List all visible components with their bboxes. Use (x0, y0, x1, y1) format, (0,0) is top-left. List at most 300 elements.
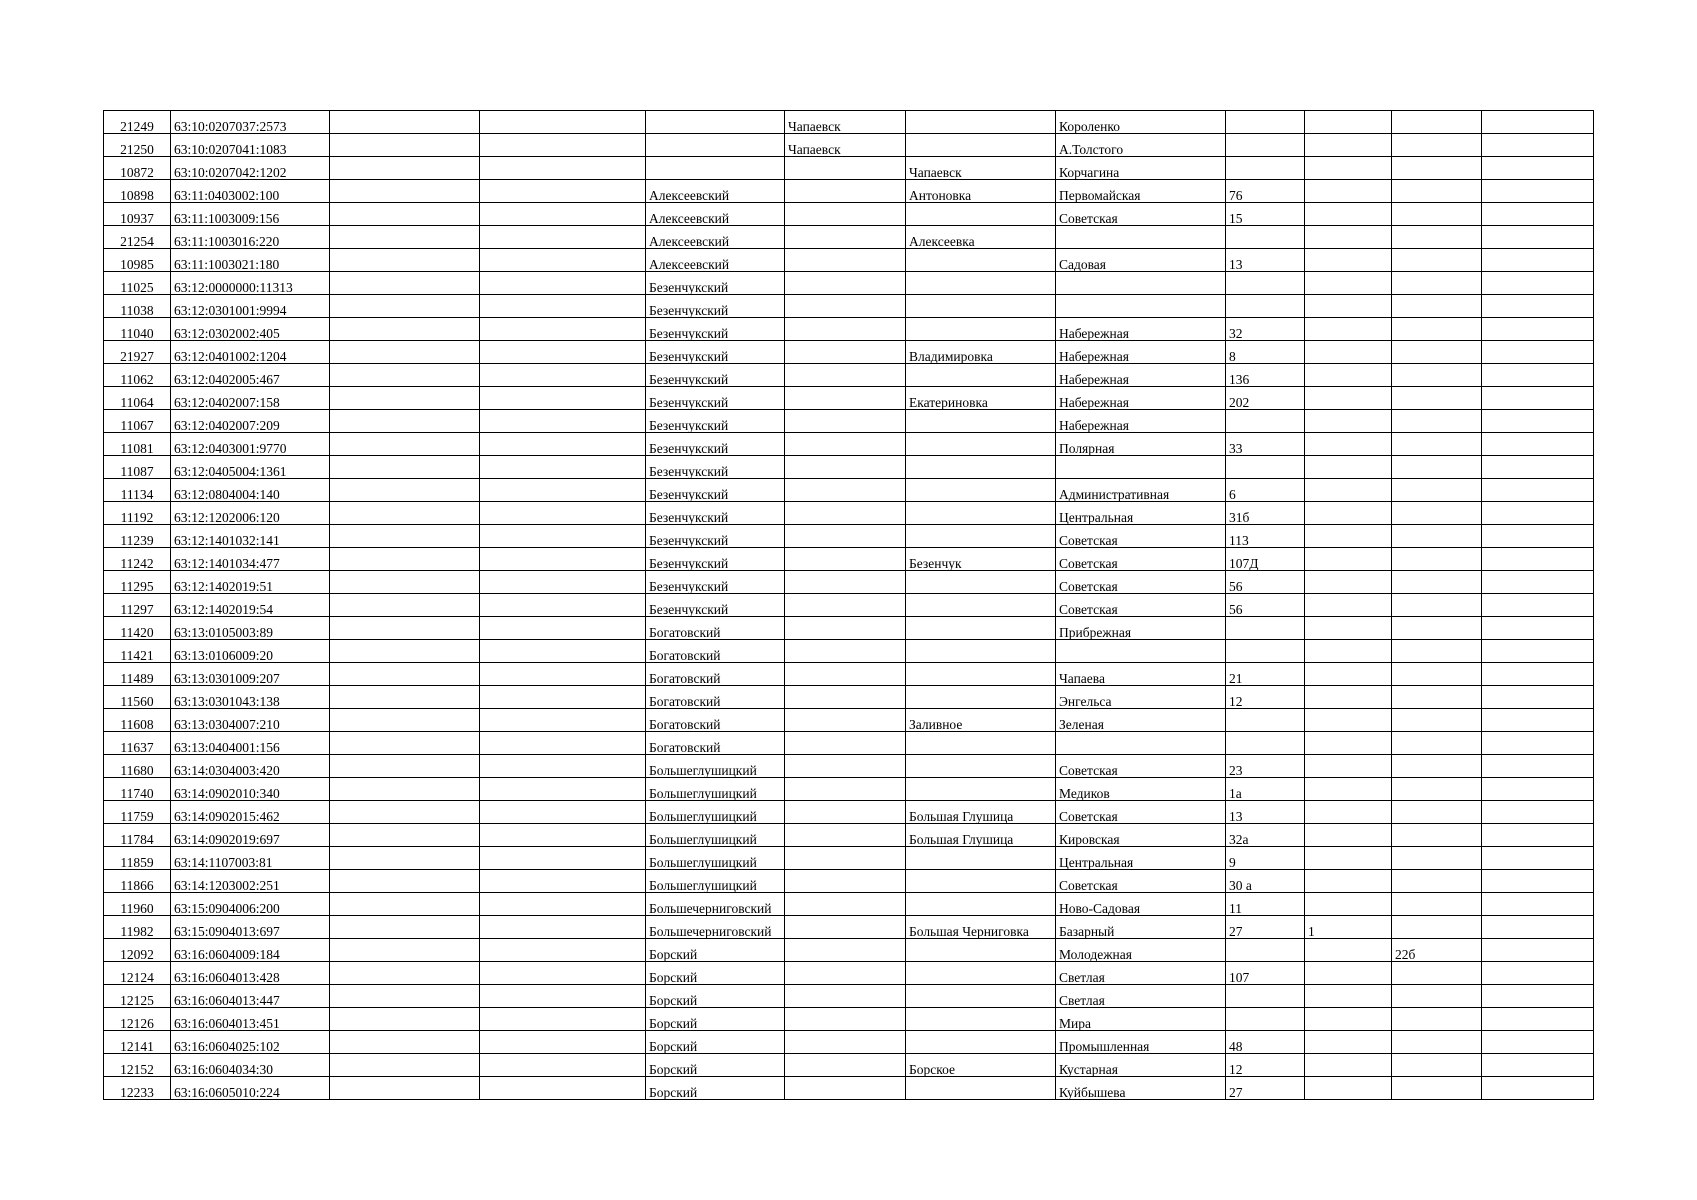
table-cell: Заливное (906, 709, 1056, 732)
table-cell (1305, 318, 1392, 341)
table-cell: 9 (1226, 847, 1305, 870)
table-cell (480, 916, 646, 939)
table-cell (330, 939, 480, 962)
table-row (104, 318, 1594, 341)
table-cell (1482, 686, 1594, 709)
table-cell: Борский (646, 985, 785, 1008)
table-cell (1392, 594, 1482, 617)
table-cell (330, 410, 480, 433)
table-cell (1482, 364, 1594, 387)
table-cell (330, 870, 480, 893)
table-cell (1482, 962, 1594, 985)
table-cell: Безенчукский (646, 525, 785, 548)
table-cell (785, 663, 906, 686)
table-cell (1482, 525, 1594, 548)
table-cell (1392, 203, 1482, 226)
table-cell: Борский (646, 1077, 785, 1100)
table-cell (1056, 295, 1226, 318)
table-cell (480, 755, 646, 778)
table-cell (1482, 410, 1594, 433)
table-cell (1305, 870, 1392, 893)
table-cell (480, 962, 646, 985)
table-cell: 107 (1226, 962, 1305, 985)
table-cell (330, 387, 480, 410)
table-row (104, 985, 1594, 1008)
table-cell (906, 571, 1056, 594)
table-cell (785, 916, 906, 939)
table-cell (480, 410, 646, 433)
table-cell: 12 (1226, 686, 1305, 709)
table-cell (1305, 732, 1392, 755)
table-cell: Борский (646, 962, 785, 985)
table-cell (906, 778, 1056, 801)
table-cell (1226, 456, 1305, 479)
table-cell (480, 1008, 646, 1031)
table-cell: Безенчукский (646, 456, 785, 479)
table-cell (330, 1077, 480, 1100)
cadastral-number-cell: 63:16:0604025:102 (171, 1031, 330, 1054)
table-cell: Антоновка (906, 180, 1056, 203)
table-cell (1305, 479, 1392, 502)
table-cell: Безенчукский (646, 364, 785, 387)
cadastral-number-cell: 63:10:0207037:2573 (171, 111, 330, 134)
table-cell (785, 341, 906, 364)
table-cell (480, 249, 646, 272)
table-cell: Советская (1056, 571, 1226, 594)
table-cell: Набережная (1056, 410, 1226, 433)
table-cell (1482, 318, 1594, 341)
table-cell: 6 (1226, 479, 1305, 502)
table-cell (1482, 180, 1594, 203)
table-cell (480, 732, 646, 755)
table-cell (480, 1031, 646, 1054)
cadastral-number-cell: 63:14:1203002:251 (171, 870, 330, 893)
table-cell (330, 433, 480, 456)
table-cell: 107Д (1226, 548, 1305, 571)
table-cell: Советская (1056, 548, 1226, 571)
table-cell (330, 847, 480, 870)
table-cell (1392, 870, 1482, 893)
table-cell (1482, 387, 1594, 410)
table-cell: 31б (1226, 502, 1305, 525)
table-cell: Советская (1056, 801, 1226, 824)
table-cell: Центральная (1056, 847, 1226, 870)
table-cell: Советская (1056, 203, 1226, 226)
table-cell: Короленко (1056, 111, 1226, 134)
table-cell (330, 916, 480, 939)
table-cell (480, 594, 646, 617)
row-id-cell: 11242 (104, 548, 171, 571)
table-cell (785, 502, 906, 525)
table-cell (1392, 778, 1482, 801)
cadastral-number-cell: 63:16:0604009:184 (171, 939, 330, 962)
table-row (104, 111, 1594, 134)
table-cell (330, 778, 480, 801)
table-cell (1482, 203, 1594, 226)
table-cell (785, 387, 906, 410)
table-cell (330, 479, 480, 502)
table-cell (480, 640, 646, 663)
table-cell: Набережная (1056, 364, 1226, 387)
table-cell (785, 180, 906, 203)
table-cell: Борский (646, 1008, 785, 1031)
table-cell: 48 (1226, 1031, 1305, 1054)
row-id-cell: 11608 (104, 709, 171, 732)
table-cell (906, 111, 1056, 134)
table-cell: Полярная (1056, 433, 1226, 456)
table-cell (1392, 502, 1482, 525)
cadastral-number-cell: 63:14:0902010:340 (171, 778, 330, 801)
table-cell (1305, 962, 1392, 985)
table-cell: Большеглушицкий (646, 847, 785, 870)
table-cell (1305, 226, 1392, 249)
table-cell (330, 594, 480, 617)
table-cell: Богатовский (646, 617, 785, 640)
table-cell (480, 387, 646, 410)
table-cell (1392, 180, 1482, 203)
table-cell (1305, 525, 1392, 548)
table-cell (785, 318, 906, 341)
table-row (104, 134, 1594, 157)
table-row (104, 824, 1594, 847)
table-cell: Безенчук (906, 548, 1056, 571)
row-id-cell: 21250 (104, 134, 171, 157)
table-cell (1482, 778, 1594, 801)
table-cell (1482, 157, 1594, 180)
cadastral-number-cell: 63:12:1402019:51 (171, 571, 330, 594)
table-cell (480, 272, 646, 295)
table-row (104, 778, 1594, 801)
table-row (104, 709, 1594, 732)
table-cell (330, 824, 480, 847)
table-cell (330, 1031, 480, 1054)
table-cell (906, 962, 1056, 985)
row-id-cell: 11866 (104, 870, 171, 893)
table-row (104, 272, 1594, 295)
table-cell: Богатовский (646, 663, 785, 686)
row-id-cell: 11759 (104, 801, 171, 824)
table-cell: 1 (1305, 916, 1392, 939)
row-id-cell: 12233 (104, 1077, 171, 1100)
table-cell (785, 433, 906, 456)
table-cell (330, 226, 480, 249)
table-cell (480, 341, 646, 364)
table-cell (1482, 709, 1594, 732)
table-cell (480, 157, 646, 180)
table-cell (785, 594, 906, 617)
table-cell (1392, 318, 1482, 341)
table-cell: Безенчукский (646, 571, 785, 594)
table-row (104, 226, 1594, 249)
table-cell (1392, 732, 1482, 755)
row-id-cell: 11025 (104, 272, 171, 295)
table-cell: 13 (1226, 801, 1305, 824)
table-cell (1226, 272, 1305, 295)
table-cell: Екатериновка (906, 387, 1056, 410)
table-cell: Советская (1056, 870, 1226, 893)
cadastral-number-cell: 63:13:0304007:210 (171, 709, 330, 732)
table-cell (330, 617, 480, 640)
table-cell: Чапаевск (785, 134, 906, 157)
table-cell (1482, 272, 1594, 295)
row-id-cell: 12152 (104, 1054, 171, 1077)
table-cell: Большая Глушица (906, 824, 1056, 847)
table-cell: 136 (1226, 364, 1305, 387)
table-row (104, 686, 1594, 709)
table-cell (906, 847, 1056, 870)
row-id-cell: 11560 (104, 686, 171, 709)
table-cell (1392, 433, 1482, 456)
table-cell (785, 962, 906, 985)
table-cell (906, 433, 1056, 456)
table-cell (1392, 1008, 1482, 1031)
table-cell (1226, 295, 1305, 318)
table-cell: Большеглушицкий (646, 870, 785, 893)
row-id-cell: 10985 (104, 249, 171, 272)
table-row (104, 870, 1594, 893)
table-cell: 56 (1226, 594, 1305, 617)
table-cell: 15 (1226, 203, 1305, 226)
row-id-cell: 10937 (104, 203, 171, 226)
table-cell (785, 1031, 906, 1054)
table-cell (1482, 1008, 1594, 1031)
table-cell (1056, 456, 1226, 479)
table-cell (785, 272, 906, 295)
table-cell (1482, 594, 1594, 617)
cadastral-number-cell: 63:11:0403002:100 (171, 180, 330, 203)
table-row (104, 433, 1594, 456)
table-cell (1226, 732, 1305, 755)
table-cell (1392, 111, 1482, 134)
table-cell: 11 (1226, 893, 1305, 916)
table-cell (1392, 249, 1482, 272)
cadastral-number-cell: 63:12:1401032:141 (171, 525, 330, 548)
cadastral-number-cell: 63:15:0904013:697 (171, 916, 330, 939)
table-cell (785, 732, 906, 755)
table-row (104, 939, 1594, 962)
table-cell (1392, 387, 1482, 410)
table-cell (1305, 594, 1392, 617)
table-cell (1482, 134, 1594, 157)
table-cell (1482, 893, 1594, 916)
table-cell (1305, 709, 1392, 732)
table-cell: 27 (1226, 1077, 1305, 1100)
table-cell (1392, 1054, 1482, 1077)
cadastral-number-cell: 63:12:1401034:477 (171, 548, 330, 571)
table-cell (785, 456, 906, 479)
table-row (104, 479, 1594, 502)
row-id-cell: 11081 (104, 433, 171, 456)
table-cell (1305, 571, 1392, 594)
table-cell: 30 а (1226, 870, 1305, 893)
cadastral-number-cell: 63:12:0402007:158 (171, 387, 330, 410)
table-cell (480, 456, 646, 479)
table-cell (1482, 755, 1594, 778)
table-cell: Безенчукский (646, 502, 785, 525)
table-cell (1226, 410, 1305, 433)
table-cell: Чапаева (1056, 663, 1226, 686)
table-cell (785, 617, 906, 640)
row-id-cell: 11134 (104, 479, 171, 502)
table-cell (1305, 410, 1392, 433)
row-id-cell: 11421 (104, 640, 171, 663)
table-cell: 76 (1226, 180, 1305, 203)
table-row (104, 755, 1594, 778)
table-cell (906, 617, 1056, 640)
table-cell (785, 479, 906, 502)
table-row (104, 916, 1594, 939)
table-cell (1305, 203, 1392, 226)
table-cell: Большая Черниговка (906, 916, 1056, 939)
table-cell (1226, 1008, 1305, 1031)
row-id-cell: 12141 (104, 1031, 171, 1054)
table-cell (906, 893, 1056, 916)
table-cell (906, 686, 1056, 709)
table-cell (906, 456, 1056, 479)
table-cell (785, 295, 906, 318)
table-cell: Большая Глушица (906, 801, 1056, 824)
table-cell (1392, 640, 1482, 663)
table-cell (785, 364, 906, 387)
table-row (104, 410, 1594, 433)
table-cell (1392, 755, 1482, 778)
table-cell: Алексеевский (646, 203, 785, 226)
table-cell (906, 318, 1056, 341)
table-cell (785, 939, 906, 962)
table-cell (906, 134, 1056, 157)
table-cell (1392, 847, 1482, 870)
table-cell: Большеглушицкий (646, 778, 785, 801)
table-cell (1392, 617, 1482, 640)
table-cell: Чапаевск (785, 111, 906, 134)
table-cell: Большеглушицкий (646, 755, 785, 778)
table-cell: Безенчукский (646, 433, 785, 456)
row-id-cell: 11192 (104, 502, 171, 525)
table-cell: Борское (906, 1054, 1056, 1077)
table-cell: 56 (1226, 571, 1305, 594)
table-cell (1482, 663, 1594, 686)
table-cell (1392, 295, 1482, 318)
cadastral-number-cell: 63:12:0804004:140 (171, 479, 330, 502)
table-cell (1482, 249, 1594, 272)
table-cell (480, 203, 646, 226)
row-id-cell: 12092 (104, 939, 171, 962)
table-cell (785, 801, 906, 824)
cadastral-number-cell: 63:12:1402019:54 (171, 594, 330, 617)
table-row (104, 962, 1594, 985)
table-cell (1392, 134, 1482, 157)
table-cell (1226, 939, 1305, 962)
table-cell (1482, 939, 1594, 962)
table-cell (480, 617, 646, 640)
table-cell (330, 732, 480, 755)
row-id-cell: 11740 (104, 778, 171, 801)
table-cell (1482, 502, 1594, 525)
table-cell (480, 180, 646, 203)
table-cell (480, 709, 646, 732)
table-cell (1305, 801, 1392, 824)
row-id-cell: 11295 (104, 571, 171, 594)
table-cell (1392, 410, 1482, 433)
table-cell (1392, 985, 1482, 1008)
cadastral-number-cell: 63:16:0604013:451 (171, 1008, 330, 1031)
table-cell: 33 (1226, 433, 1305, 456)
table-cell (480, 1054, 646, 1077)
table-cell (330, 111, 480, 134)
row-id-cell: 12124 (104, 962, 171, 985)
cadastral-number-cell: 63:10:0207041:1083 (171, 134, 330, 157)
table-cell (1392, 157, 1482, 180)
table-cell (1482, 985, 1594, 1008)
table-cell (1392, 1077, 1482, 1100)
table-cell: Промышленная (1056, 1031, 1226, 1054)
table-row (104, 387, 1594, 410)
table-cell: Безенчукский (646, 272, 785, 295)
table-cell (480, 364, 646, 387)
table-cell: Борский (646, 939, 785, 962)
table-cell: 32 (1226, 318, 1305, 341)
table-cell (1482, 640, 1594, 663)
table-cell: Безенчукский (646, 410, 785, 433)
table-row (104, 341, 1594, 364)
table-cell (785, 778, 906, 801)
table-cell (785, 548, 906, 571)
table-cell (1392, 479, 1482, 502)
table-cell: Безенчукский (646, 387, 785, 410)
row-id-cell: 11239 (104, 525, 171, 548)
table-cell (330, 1054, 480, 1077)
table-cell: Зеленая (1056, 709, 1226, 732)
table-cell (646, 134, 785, 157)
table-cell (1305, 433, 1392, 456)
table-cell (906, 870, 1056, 893)
table-body (104, 111, 1594, 1100)
table-cell (1056, 732, 1226, 755)
row-id-cell: 10872 (104, 157, 171, 180)
row-id-cell: 12125 (104, 985, 171, 1008)
table-cell (1392, 456, 1482, 479)
table-cell (1056, 272, 1226, 295)
table-cell (1482, 433, 1594, 456)
table-cell (1056, 226, 1226, 249)
table-cell (480, 318, 646, 341)
cadastral-number-cell: 63:13:0105003:89 (171, 617, 330, 640)
table-row (104, 594, 1594, 617)
cadastral-number-cell: 63:11:1003016:220 (171, 226, 330, 249)
table-cell: Светлая (1056, 962, 1226, 985)
table-row (104, 732, 1594, 755)
table-cell: 27 (1226, 916, 1305, 939)
table-cell (480, 548, 646, 571)
table-cell: Медиков (1056, 778, 1226, 801)
table-cell (1482, 801, 1594, 824)
table-cell (1305, 1077, 1392, 1100)
table-cell (330, 962, 480, 985)
table-cell (1305, 893, 1392, 916)
table-cell (1305, 1054, 1392, 1077)
table-row (104, 1077, 1594, 1100)
table-cell (1392, 709, 1482, 732)
cadastral-number-cell: 63:12:0402005:467 (171, 364, 330, 387)
table-cell (1226, 709, 1305, 732)
row-id-cell: 11680 (104, 755, 171, 778)
table-cell (330, 134, 480, 157)
table-cell (1305, 985, 1392, 1008)
table-cell (646, 157, 785, 180)
cadastral-number-cell: 63:14:0902015:462 (171, 801, 330, 824)
table-cell (1482, 548, 1594, 571)
table-cell (1305, 778, 1392, 801)
